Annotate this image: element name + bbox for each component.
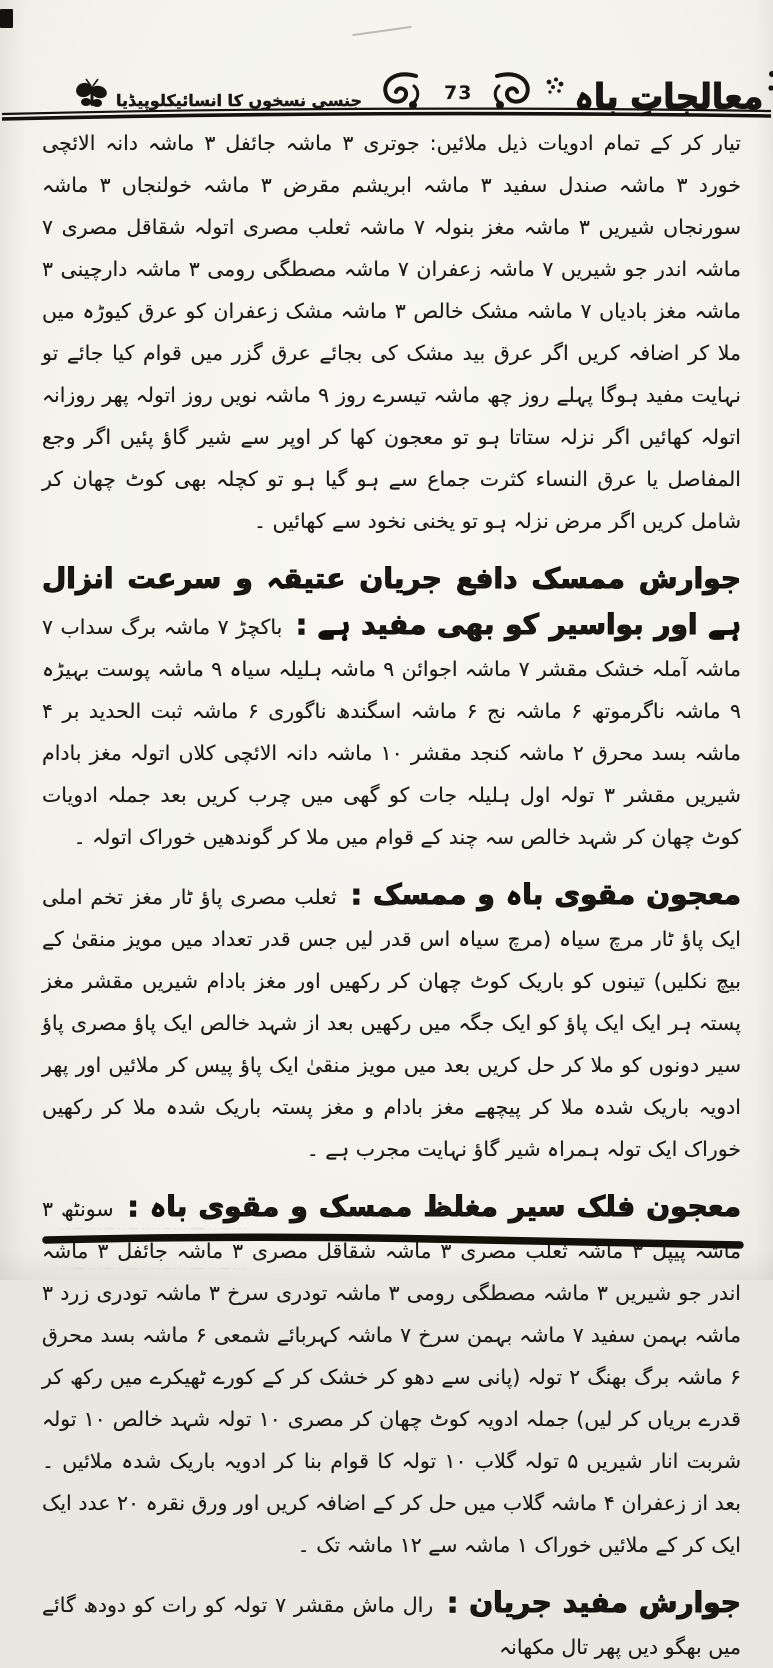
page-number: 73: [444, 82, 473, 104]
recipe-body: ثعلب مصری پاؤ ٹار مغز تخم املی ایک پاؤ ٹار مرچ سیاہ (مرچ سیاہ اس قدر لیں جس قدر تعداد میں مویز منقیٰ کے بیچ نکلیں) تینوں کو باریک کوٹ چھان کر رکھیں اور مغز بادام شیریں مقشر مغز پستہ ہر ایک ایک پاؤ کو ایک جگہ میں رکھیں بعد از شہد خالص ایک پاؤ مصری پاؤ سیر دونوں کو ملا کر حل کریں بعد میں مویز منقیٰ ایک پاؤ پیس کر ملائیں اور پھر ادویہ باریک شدہ ملا کر پیچھے مغز بادام و مغز پستہ باریک شدہ ملا کر رکھیں خوراک ایک تولہ ہمراہ شیر گاؤ نہایت مجرب ہے ۔: [42, 885, 741, 1161]
header-divider: [0, 104, 773, 122]
page-bleed-texture: ۔۔۔ ـــ ۔۔ ـــــ ۔۔۔ ــ ۔۔۔۔ ـــ ۔۔ ـــ ۔۔۔ ــــ ۔۔: [60, 1262, 248, 1270]
scan-scratch-artifact: [352, 26, 412, 36]
recipe-body: رال ماش مقشر ۷ تولہ کو رات کو دودھ گائے میں بھگو دیں پھر تال مکھانہ: [42, 1593, 741, 1659]
recipe-body: باکچڑ ۷ ماشہ برگ سداب ۷ ماشہ آملہ خشک مقشر ۷ ماشہ اجوائن ۹ ماشہ ہلیلہ سیاہ ۹ ماشہ پوست بہیڑہ ۹ ماشہ ناگرموتھ ۶ ماشہ نج ۶ ماشہ اسگندھ ناگوری ۶ ماشہ ثبت الحدید بر ۴ ماشہ بسد محرق ۲ ماشہ کنجد مقشر ۱۰ ماشہ دانہ الائچی کلاں اتولہ مغز بادام شیریں مقشر ۳ تولہ اول ہلیلہ جات کو گھی میں چرب کریں بعد جملہ ادویات کوٹ چھان کر شہد خالص سہ چند کے قوام میں ملا کر گوندھیں خوراک اتولہ ۔: [42, 615, 742, 849]
scan-corner-mark: [0, 9, 13, 28]
recipe-heading: معجون فلک سیر مغلظ ممسک و مقوی باہ :: [127, 1190, 741, 1223]
recipe-majun-muqawwi-bah: [42, 872, 741, 1170]
intro-paragraph: تیار کر کے تمام ادویات ذیل ملائیں: جوتری ۳ ماشہ جائفل ۳ ماشہ دانہ الائچی خورد ۳ ماشہ صندل سفید ۳ ماشہ ابریشم مقرض ۳ ماشہ خولنجاں ۳ ماشہ سورنجاں شیریں ۳ ماشہ مغز بنولہ ۷ ماشہ ثعلب مصری اتولہ شقاقل مصری ۷ ماشہ اندر جو شیریں ۷ ماشہ زعفران ۷ ماشہ مصطگی رومی ۳ ماشہ دارچینی ۳ ماشہ مغز بادیاں ۷ ماشہ مشک خالص ۳ ماشہ مشک زعفران کو عرق کیوڑہ میں ملا کر اضافہ کریں اگر عرق بید مشک کی بجائے عرق گزر میں قوام کیا جائے تو نہایت مفید ہوگا پہلے روز چھ ماشہ تیسرے روز ۹ ماشہ نویں روز اتولہ پھر روزانہ اتولہ کھائیں اگر نزلہ ستاتا ہو تو معجون کھا کر اوپر سے شیر گاؤ پئیں اگر وجع المفاصل یا عرق النساء کثرت جماع سے ہو گیا ہو تو کچلہ بھی کوٹ چھان کر شامل کریں اگر مرض نزلہ ہو تو یخنی نخود سے کھائیں ۔: [42, 131, 742, 533]
recipe-jawarish-mufid-jiryan: [42, 1580, 741, 1668]
chapter-title: معالجاتِ باہ: [574, 76, 764, 117]
recipe-jawarish-mumsik: [42, 556, 741, 858]
floral-sprig-icon: [543, 76, 567, 98]
text-column: [42, 122, 741, 1668]
footer-rule: [0, 1232, 773, 1254]
recipe-heading: جوارش مفید جریان :: [447, 1586, 741, 1619]
recipe-heading: معجون مقوی باہ و ممسک :: [350, 878, 741, 911]
book-title: جنسی نسخوں کا انسائیکلوپیڈیا: [116, 91, 363, 110]
recipe-heading: جوارش ممسک دافع جریان عتیقہ و سرعت انزال ہے اور بواسیر کو بھی مفید ہے :: [42, 562, 741, 641]
floral-sprig-icon: [765, 66, 773, 106]
page-bleed-texture: ۔۔۔ ـــ ۔۔ ـــــ ۔۔۔ ــ ۔۔۔۔ ـــ ۔۔ ـــ ۔۔۔ ــــ ۔۔: [60, 1222, 248, 1230]
recipe-body: سونٹھ ۳ ماشہ پیپل ۳ ماشہ ثعلب مصری ۳ ماشہ شقاقل مصری ۳ ماشہ جائفل ۳ ماشہ اندر جو شیریں ۳ ماشہ مصطگی رومی ۳ ماشہ تودری سرخ ۳ ماشہ تودری زرد ۳ ماشہ بہمن سفید ۷ ماشہ بہمن سرخ ۷ ماشہ کہربائے شمعی ۶ ماشہ بسد محرق ۶ ماشہ برگ بھنگ ۲ تولہ (پانی سے دھو کر خشک کر کے کورے ٹھیکرے میں رکھ کر قدرے بریاں کر لیں) جملہ ادویہ کوٹ چھان کر مصری ۱۰ تولہ شہد خالص ۱۰ تولہ شربت انار شیریں ۵ تولہ گلاب ۱۰ تولہ کا قوام بنا کر ادویہ باریک شدہ ملائیں ۔ بعد از زعفران ۴ ماشہ گلاب میں حل کر کے اضافہ کریں اور ورق نقرہ ۲۰ عدد ایک ایک کر کے ملائیں خوراک ۱ ماشہ سے ۱۲ ماشہ تک ۔: [42, 1197, 742, 1557]
